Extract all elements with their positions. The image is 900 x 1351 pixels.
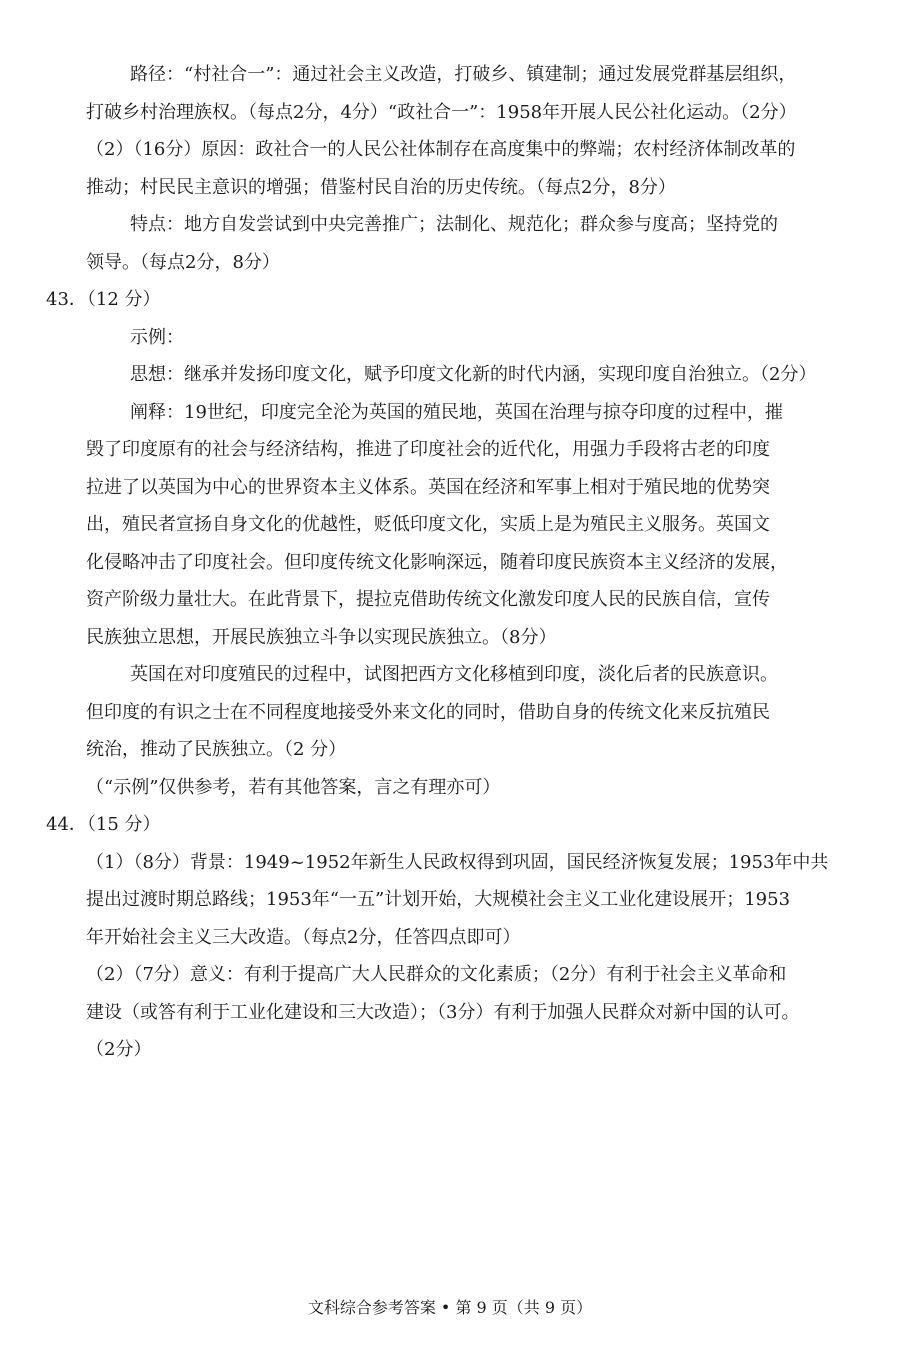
text-line: （1）（8分）背景：1949~1952年新生人民政权得到巩固，国民经济恢复发展；1953年中共 <box>86 851 829 873</box>
text-line: 毁了印度原有的社会与经济结构，推进了印度社会的近代化，用强力手段将古老的印度 <box>86 439 770 460</box>
paragraph-features <box>86 206 854 281</box>
text-line: 统治，推动了民族独立。（2 分） <box>86 739 347 760</box>
text-line: 推动；村民民主意识的增强；借鉴村民自治的历史传统。（每点2分，8分） <box>86 176 676 198</box>
paragraph-path <box>86 56 854 131</box>
text-line: 思想：继承并发扬印度文化，赋予印度文化新的时代内涵，实现印度自治独立。（2分） <box>130 364 817 385</box>
text-line: 阐释：19世纪，印度完全沦为英国的殖民地，英国在治理与掠夺印度的过程中，摧 <box>130 401 783 423</box>
paragraph-conclusion <box>86 656 854 769</box>
text-line: 英国在对印度殖民的过程中，试图把西方文化移植到印度，淡化后者的民族意识。 <box>130 664 778 685</box>
text-line: （2分） <box>86 1039 152 1060</box>
question-number: 44．（15 分） <box>46 814 161 835</box>
text-line: 建设（或答有利于工业化建设和三大改造）；（3分）有利于加强人民群众对新中国的认可。 <box>86 1001 800 1023</box>
question-number: 43．（12 分） <box>46 289 161 310</box>
text-line: 拉进了以英国为中心的世界资本主义体系。英国在经济和军事上相对于殖民地的优势突 <box>86 476 770 498</box>
paragraph-explanation <box>86 394 854 657</box>
paragraph-significance <box>86 956 854 1069</box>
text-line: 领导。（每点2分，8分） <box>86 251 280 273</box>
question-43-heading <box>46 281 854 319</box>
text-line: 打破乡村治理族权。（每点2分，4分）“政社合一”：1958年开展人民公社化运动。（2分） <box>86 101 797 123</box>
page-footer: 文科综合参考答案 • 第 9 页（共 9 页） <box>307 1298 593 1317</box>
text-line: 化侵略冲击了印度社会。但印度传统文化影响深远，随着印度民族资本主义经济的发展， <box>86 551 788 573</box>
text-line: 出，殖民者宣扬自身文化的优越性，贬低印度文化，实质上是为殖民主义服务。英国文 <box>86 514 770 535</box>
text-line: （2）（7分）意义：有利于提高广大人民群众的文化素质；（2分）有利于社会主义革命和 <box>86 964 787 985</box>
text-line: 示例： <box>130 326 184 348</box>
answer-content <box>46 56 854 1069</box>
text-line: 路径：“村社合一”：通过社会主义改造，打破乡、镇建制；通过发展党群基层组织， <box>130 64 797 85</box>
text-line: 特点：地方自发尝试到中央完善推广；法制化、规范化；群众参与度高；坚持党的 <box>130 214 778 235</box>
paragraph-example <box>86 319 854 357</box>
text-line: （2）（16分）原因：政社合一的人民公社体制存在高度集中的弊端；农村经济体制改革的 <box>86 139 796 160</box>
text-line: 资产阶级力量壮大。在此背景下，提拉克借助传统文化激发印度人民的民族自信，宣传 <box>86 589 770 610</box>
question-44-heading <box>46 806 854 844</box>
paragraph-note <box>86 769 854 807</box>
text-line: 年开始社会主义三大改造。（每点2分，任答四点即可） <box>86 926 521 948</box>
text-line: 民族独立思想，开展民族独立斗争以实现民族独立。（8分） <box>86 626 557 648</box>
paragraph-thought <box>86 356 854 394</box>
text-line: 提出过渡时期总路线；1953年“一五”计划开始，大规模社会主义工业化建设展开；1953 <box>86 889 791 910</box>
paragraph-background <box>86 844 854 957</box>
paragraph-reason <box>86 131 854 206</box>
text-line: 但印度的有识之士在不同程度地接受外来文化的同时，借助自身的传统文化来反抗殖民 <box>86 701 770 723</box>
text-line: （“示例”仅供参考，若有其他答案，言之有理亦可） <box>86 776 501 798</box>
